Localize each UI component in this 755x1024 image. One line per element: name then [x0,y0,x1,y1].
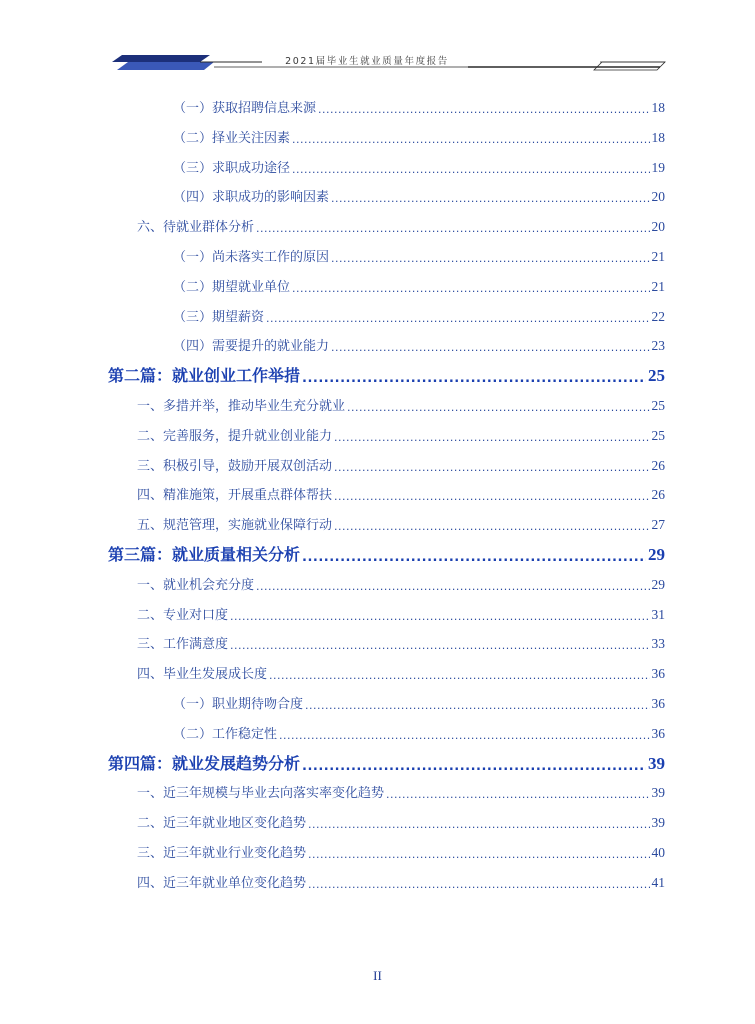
toc-page-number: 18 [651,129,665,145]
toc-leader-dots [292,163,649,176]
toc-entry-title: （二）择业关注因素 [173,130,291,146]
toc-section-entry[interactable] [137,569,665,593]
toc-entry-title: 一、近三年规模与毕业去向落实率变化趋势 [137,786,385,802]
toc-leader-dots [318,103,649,116]
toc-page-number: 22 [651,308,665,324]
report-title: 2021届毕业生就业质量年度报告 [285,56,449,67]
toc-section-entry[interactable] [137,450,665,474]
toc-page-number: 19 [651,159,665,175]
toc-page-number: 26 [651,487,665,503]
toc-entry-title: 二、专业对口度 [137,607,229,623]
toc-entry-title: 五、规范管理，实施就业保障行动 [137,518,333,534]
toc-page-number: 25 [648,366,665,386]
toc-entry-title: （三）求职成功途径 [173,160,291,176]
toc-entry-title: （三）期望薪资 [173,309,265,325]
toc-section-entry[interactable] [173,301,665,325]
toc-entry-title: 二、近三年就业地区变化趋势 [137,816,307,832]
toc-page-number: 41 [651,874,665,890]
toc-entry-title: （一）职业期待吻合度 [173,697,304,712]
toc-leader-dots [256,222,649,235]
toc-leader-dots [279,729,649,742]
toc-entry-title: （二）期望就业单位 [173,279,291,295]
toc-entry-title: 三、积极引导，鼓励开展双创活动 [137,458,333,474]
toc-leader-dots [334,431,649,444]
toc-section-entry[interactable] [137,599,665,623]
toc-section-entry[interactable] [173,152,665,176]
toc-entry-title: 一、多措并举，推动毕业生充分就业 [137,399,346,414]
toc-entry-title: 四、毕业生发展成长度 [137,667,268,683]
toc-entry-title: （四）需要提升的就业能力 [173,339,330,355]
toc-entry-title: 四、近三年就业单位变化趋势 [137,875,307,891]
toc-leader-dots [308,848,649,861]
toc-leader-dots [269,669,649,682]
toc-leader-dots [334,461,649,474]
toc-page-number: 20 [651,189,665,205]
toc-section-entry[interactable] [173,241,665,265]
toc-leader-dots [292,282,649,295]
toc-section-entry[interactable] [137,867,665,891]
toc-leader-dots [292,133,649,146]
toc-entry-title: 第三篇：就业质量相关分析 [108,545,301,564]
toc-page-number: 25 [651,398,665,413]
toc-leader-dots [256,580,649,593]
toc-page-number: 31 [651,606,665,622]
toc-section-entry[interactable] [137,777,665,801]
toc-entry-title: 一、就业机会充分度 [137,577,255,593]
toc-chapter-entry[interactable] [108,539,665,565]
toc-leader-dots [331,192,649,205]
toc-page-number: 29 [648,545,665,564]
toc-leader-dots [331,252,649,265]
toc-page-number: 26 [651,457,665,473]
toc-page-number: 39 [651,815,665,831]
toc-page-number: 21 [651,249,665,264]
toc-section-entry[interactable] [137,628,665,652]
toc-page-number: 33 [651,636,665,652]
toc-entry-title: （四）求职成功的影响因素 [173,190,330,206]
toc-entry-title: 二、完善服务，提升就业创业能力 [137,428,333,444]
toc-entry-title: 四、精准施策，开展重点群体帮扶 [137,488,333,504]
toc-section-entry[interactable] [137,837,665,861]
toc-section-entry[interactable] [137,479,665,503]
toc-section-entry[interactable] [137,211,665,235]
toc-page-number: 36 [651,666,665,682]
toc-leader-dots [334,520,649,533]
toc-entry-title: （一）获取招聘信息来源 [173,101,317,116]
toc-section-entry[interactable] [137,509,665,533]
toc-page-number: 36 [651,725,665,741]
header-decoration [0,0,755,80]
toc-page-number: 36 [651,696,665,711]
toc-section-entry[interactable] [173,271,665,295]
toc-section-entry[interactable] [173,330,665,354]
toc-section-entry[interactable] [137,420,665,444]
page-header [0,0,755,80]
toc-entry-title: 三、近三年就业行业变化趋势 [137,846,307,861]
toc-leader-dots [308,818,649,831]
toc-leader-dots [331,341,649,354]
toc-page-number: 29 [651,576,665,592]
toc-section-entry[interactable] [173,92,665,116]
toc-page-number: 39 [651,785,665,801]
toc-chapter-entry[interactable] [108,360,665,386]
toc-section-entry[interactable] [137,658,665,682]
toc-leader-dots [305,699,649,712]
toc-leader-dots [334,490,649,503]
toc-page-number: 21 [651,278,665,294]
toc-page-number: 23 [651,338,665,354]
toc-leader-dots [230,610,649,623]
toc-section-entry[interactable] [173,122,665,146]
toc-leader-dots [386,788,649,801]
toc-leader-dots [302,550,646,565]
page-number: II [373,968,382,983]
toc-entry-title: （一）尚未落实工作的原因 [173,250,330,265]
toc-page-number: 27 [651,517,665,533]
toc-leader-dots [302,371,646,386]
toc-section-entry[interactable] [173,718,665,742]
toc-leader-dots [266,312,649,325]
toc-entry-title: 六、待就业群体分析 [137,220,255,236]
toc-leader-dots [308,878,649,891]
toc-leader-dots [347,401,649,414]
toc-section-entry[interactable] [173,688,665,712]
toc-page-number: 18 [651,100,665,115]
toc-section-entry[interactable] [137,390,665,414]
toc-page-number: 39 [648,753,665,773]
toc-entry-title: 三、工作满意度 [137,637,229,653]
toc-page-number: 20 [651,219,665,235]
toc-leader-dots [302,759,646,774]
toc-entry-title: 第四篇：就业发展趋势分析 [108,753,301,773]
toc-section-entry[interactable] [137,807,665,831]
toc-entry-title: 第二篇：就业创业工作举措 [108,366,301,386]
toc-page-number: 25 [651,427,665,443]
toc-leader-dots [230,639,649,652]
toc-section-entry[interactable] [173,181,665,205]
toc-chapter-entry[interactable] [108,748,665,774]
toc-entry-title: （二）工作稳定性 [173,726,278,742]
toc-page-number: 40 [651,845,665,860]
